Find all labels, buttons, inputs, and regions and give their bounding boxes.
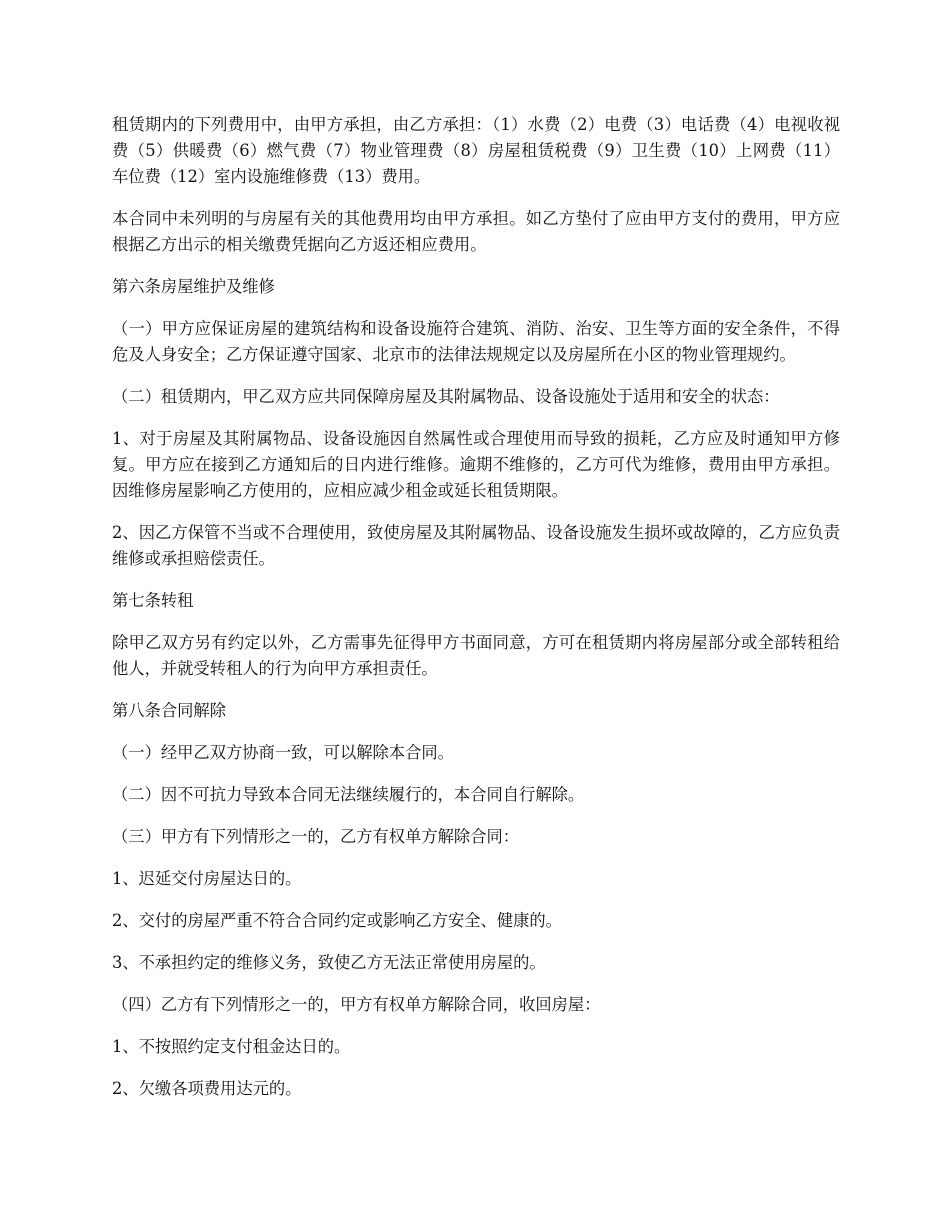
document-page	[112, 112, 840, 1118]
paragraph-article-8-item-4-2: 2、欠缴各项费用达元的。	[112, 1079, 302, 1098]
paragraph-article-8-item-3: （三）甲方有下列情形之一的，乙方有权单方解除合同：	[112, 827, 520, 846]
paragraph-article-7: 除甲乙双方另有约定以外，乙方需事先征得甲方书面同意，方可在租赁期内将房屋部分或全部转租给他人，并就受转租人的行为向甲方承担责任。	[112, 633, 840, 678]
paragraph-article-6-item-1: （一）甲方应保证房屋的建筑结构和设备设施符合建筑、消防、治安、卫生等方面的安全条件，不得危及人身安全；乙方保证遵守国家、北京市的法律法规规定以及房屋所在小区的物业管理规约。	[112, 319, 840, 364]
paragraph-article-8-item-4-1: 1、不按照约定支付租金达日的。	[112, 1037, 351, 1056]
section-heading-article-7: 第七条转租	[112, 591, 194, 610]
paragraph-fees-list: 租赁期内的下列费用中，由甲方承担，由乙方承担：（1）水费（2）电费（3）电话费（4）电视收视费（5）供暖费（6）燃气费（7）物业管理费（8）房屋租赁税费（9）卫生费（10）上网费（11）车位费（12）室内设施维修费（13）费用。	[112, 115, 840, 186]
paragraph-article-8-item-1: （一）经甲乙双方协商一致，可以解除本合同。	[112, 743, 454, 762]
paragraph-article-8-item-3-3: 3、不承担约定的维修义务，致使乙方无法正常使用房屋的。	[112, 953, 546, 972]
paragraph-other-fees: 本合同中未列明的与房屋有关的其他费用均由甲方承担。如乙方垫付了应由甲方支付的费用，甲方应根据乙方出示的相关缴费凭据向乙方返还相应费用。	[112, 209, 840, 254]
paragraph-article-8-item-3-1: 1、迟延交付房屋达日的。	[112, 869, 302, 888]
paragraph-article-8-item-2: （二）因不可抗力导致本合同无法继续履行的，本合同自行解除。	[112, 785, 585, 804]
paragraph-article-8-item-3-2: 2、交付的房屋严重不符合合同约定或影响乙方安全、健康的。	[112, 911, 562, 930]
paragraph-article-6-item-2-1: 1、对于房屋及其附属物品、设备设施因自然属性或合理使用而导致的损耗，乙方应及时通知甲方修复。甲方应在接到乙方通知后的日内进行维修。逾期不维修的，乙方可代为维修，费用由甲方承担。因维修房屋影响乙方使用的，应相应减少租金或延长租赁期限。	[112, 429, 840, 500]
paragraph-article-6-item-2-2: 2、因乙方保管不当或不合理使用，致使房屋及其附属物品、设备设施发生损坏或故障的，乙方应负责维修或承担赔偿责任。	[112, 523, 840, 568]
paragraph-article-8-item-4: （四）乙方有下列情形之一的，甲方有权单方解除合同，收回房屋：	[112, 995, 601, 1014]
paragraph-article-6-item-2: （二）租赁期内，甲乙双方应共同保障房屋及其附属物品、设备设施处于适用和安全的状态：	[112, 387, 780, 406]
section-heading-article-6: 第六条房屋维护及维修	[112, 277, 275, 296]
section-heading-article-8: 第八条合同解除	[112, 701, 226, 720]
